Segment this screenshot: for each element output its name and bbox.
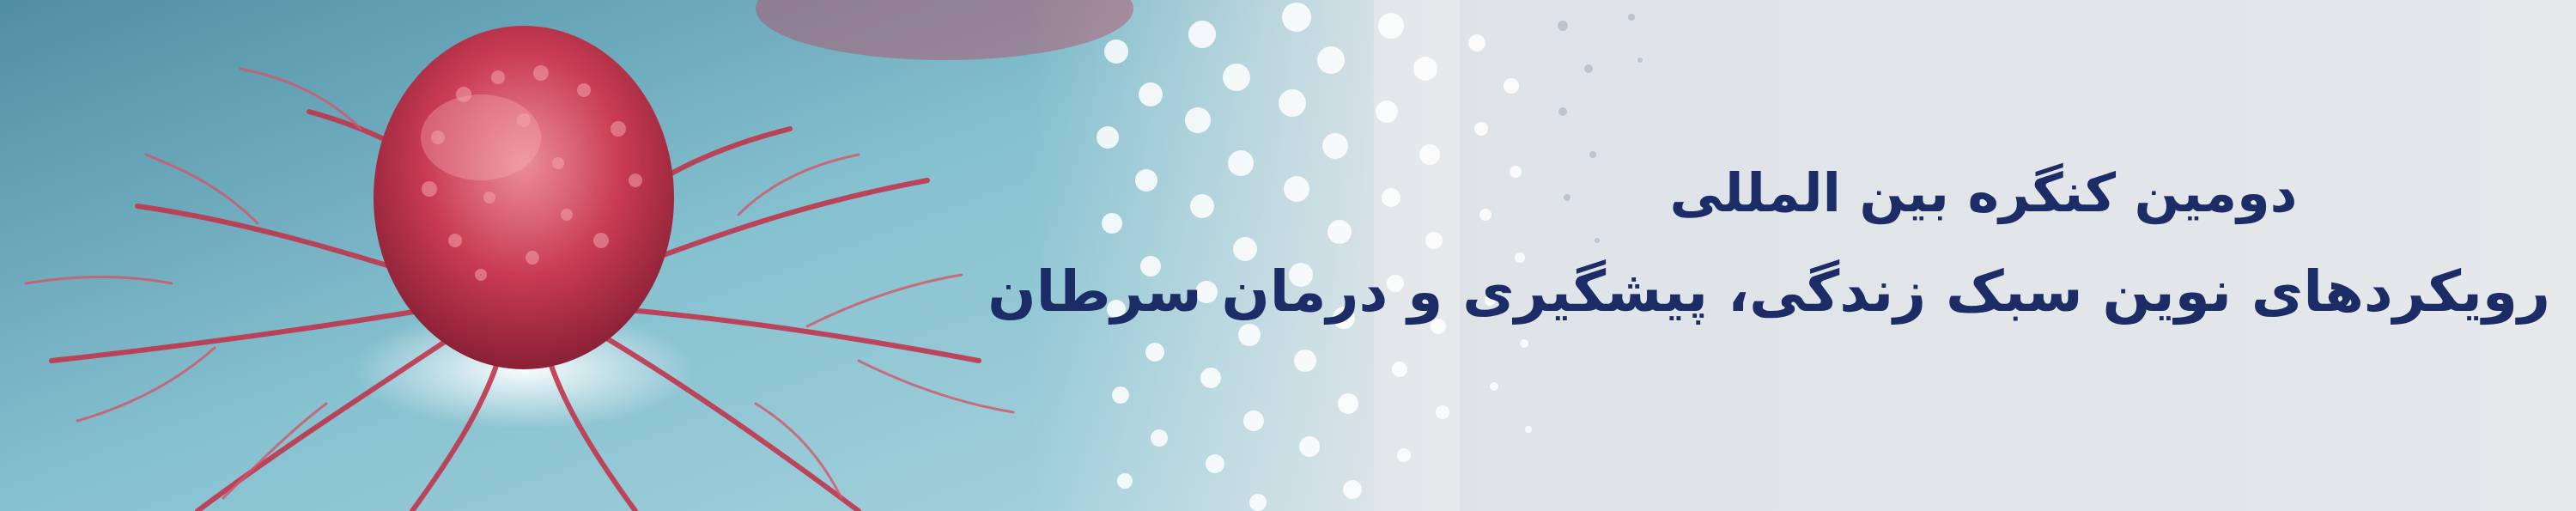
- congress-title: [987, 155, 2550, 335]
- title-line-1: دومین کنگره بین المللی: [1669, 161, 2298, 224]
- title-line-2: رویکردهای نوین سبک زندگی، پیشگیری و درمان سرطان: [987, 259, 2550, 325]
